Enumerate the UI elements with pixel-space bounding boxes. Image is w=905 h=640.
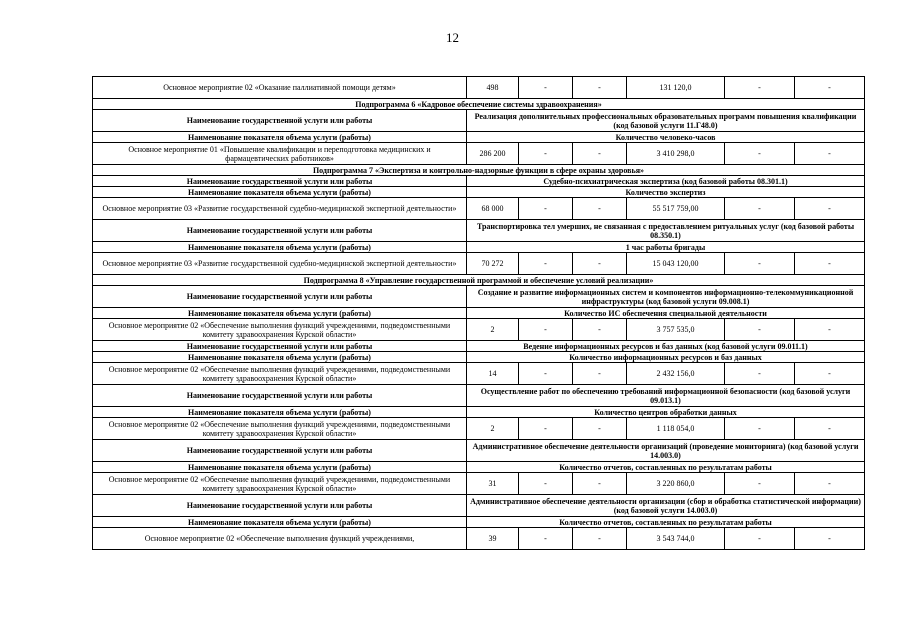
dash-cell: - — [795, 143, 865, 165]
dash-cell: - — [725, 418, 795, 440]
table-row-heading — [93, 275, 865, 286]
volume-value: 2 — [467, 418, 519, 440]
amount-value: 1 118 054,0 — [627, 418, 725, 440]
activity-label: Основное мероприятие 02 «Обеспечение выполнения функций учреждениями, — [93, 528, 467, 550]
dash-cell: - — [725, 143, 795, 165]
volume-value: 2 — [467, 319, 519, 341]
table-row-data — [93, 143, 865, 165]
dash-cell: - — [519, 77, 573, 99]
service-name-label: Наименование государственной услуги или работы — [93, 440, 467, 462]
dash-cell: - — [795, 363, 865, 385]
indicator-name-value: Количество экспертиз — [467, 187, 865, 198]
dash-cell: - — [573, 418, 627, 440]
table-row-service — [93, 440, 865, 462]
indicator-name-label: Наименование показателя объема услуги (работы) — [93, 132, 467, 143]
dash-cell: - — [795, 473, 865, 495]
volume-value: 68 000 — [467, 198, 519, 220]
table-row-service — [93, 495, 865, 517]
dash-cell: - — [725, 319, 795, 341]
dash-cell: - — [725, 253, 795, 275]
dash-cell: - — [573, 473, 627, 495]
dash-cell: - — [519, 418, 573, 440]
dash-cell: - — [725, 473, 795, 495]
service-name-label: Наименование государственной услуги или работы — [93, 495, 467, 517]
table-row-data — [93, 473, 865, 495]
volume-value: 31 — [467, 473, 519, 495]
dash-cell: - — [795, 528, 865, 550]
dash-cell: - — [573, 363, 627, 385]
indicator-name-value: Количество отчетов, составленных по результатам работы — [467, 517, 865, 528]
service-name-label: Наименование государственной услуги или работы — [93, 176, 467, 187]
table-row-service — [93, 176, 865, 187]
dash-cell: - — [725, 77, 795, 99]
dash-cell: - — [519, 528, 573, 550]
table-row-data — [93, 253, 865, 275]
table-row-heading — [93, 165, 865, 176]
subprogram-heading: Подпрограмма 6 «Кадровое обеспечение системы здравоохранения» — [93, 99, 865, 110]
amount-value: 3 410 298,0 — [627, 143, 725, 165]
volume-value: 70 272 — [467, 253, 519, 275]
dash-cell: - — [725, 363, 795, 385]
volume-value: 498 — [467, 77, 519, 99]
table-row-data — [93, 418, 865, 440]
service-name-label: Наименование государственной услуги или работы — [93, 220, 467, 242]
dash-cell: - — [725, 198, 795, 220]
table-row-data — [93, 198, 865, 220]
indicator-name-value: 1 час работы бригады — [467, 242, 865, 253]
indicator-name-label: Наименование показателя объема услуги (работы) — [93, 308, 467, 319]
dash-cell: - — [519, 363, 573, 385]
amount-value: 3 757 535,0 — [627, 319, 725, 341]
dash-cell: - — [519, 253, 573, 275]
dash-cell: - — [795, 418, 865, 440]
service-name-value: Создание и развитие информационных систем и компонентов информационно-телекоммуникационной инфраструктуры (код базовой услуги 09.008.1) — [467, 286, 865, 308]
table-row-indicator — [93, 308, 865, 319]
indicator-name-label: Наименование показателя объема услуги (работы) — [93, 462, 467, 473]
service-name-value: Транспортировка тел умерших, не связанная с предоставлением ритуальных услуг (код базовой работы 08.350.1) — [467, 220, 865, 242]
table-row-service — [93, 220, 865, 242]
table-row-indicator — [93, 517, 865, 528]
indicator-name-label: Наименование показателя объема услуги (работы) — [93, 407, 467, 418]
indicator-name-label: Наименование показателя объема услуги (работы) — [93, 352, 467, 363]
table-row-indicator — [93, 462, 865, 473]
dash-cell: - — [519, 473, 573, 495]
volume-value: 39 — [467, 528, 519, 550]
amount-value: 55 517 759,00 — [627, 198, 725, 220]
activity-label: Основное мероприятие 02 «Оказание паллиативной помощи детям» — [93, 77, 467, 99]
dash-cell: - — [573, 253, 627, 275]
dash-cell: - — [573, 143, 627, 165]
activity-label: Основное мероприятие 03 «Развитие государственной судебно-медицинской экспертной деятельности» — [93, 253, 467, 275]
table-row-heading — [93, 99, 865, 110]
table-row-indicator — [93, 407, 865, 418]
table-row-data — [93, 363, 865, 385]
dash-cell: - — [573, 198, 627, 220]
table-row-service — [93, 286, 865, 308]
indicator-name-label: Наименование показателя объема услуги (работы) — [93, 187, 467, 198]
dash-cell: - — [725, 528, 795, 550]
table-row-data — [93, 77, 865, 99]
service-name-value: Административное обеспечение деятельности организации (сбор и обработка статистической информации) (код базовой услуги 14.003.0) — [467, 495, 865, 517]
dash-cell: - — [795, 77, 865, 99]
table-row-service — [93, 341, 865, 352]
dash-cell: - — [573, 77, 627, 99]
service-name-label: Наименование государственной услуги или работы — [93, 341, 467, 352]
dash-cell: - — [519, 198, 573, 220]
indicator-name-label: Наименование показателя объема услуги (работы) — [93, 242, 467, 253]
indicator-name-label: Наименование показателя объема услуги (работы) — [93, 517, 467, 528]
table-row-indicator — [93, 242, 865, 253]
dash-cell: - — [795, 198, 865, 220]
table-row-service — [93, 385, 865, 407]
service-name-label: Наименование государственной услуги или работы — [93, 286, 467, 308]
indicator-name-value: Количество информационных ресурсов и баз данных — [467, 352, 865, 363]
activity-label: Основное мероприятие 03 «Развитие государственной судебно-медицинской экспертной деятельности» — [93, 198, 467, 220]
indicator-name-value: Количество ИС обеспечения специальной деятельности — [467, 308, 865, 319]
volume-value: 286 200 — [467, 143, 519, 165]
services-table — [92, 76, 865, 550]
table-row-indicator — [93, 352, 865, 363]
amount-value: 3 543 744,0 — [627, 528, 725, 550]
activity-label: Основное мероприятие 02 «Обеспечение выполнения функций учреждениями, подведомственными комитету здравоохранения Курской области» — [93, 473, 467, 495]
subprogram-heading: Подпрограмма 7 «Экспертиза и контрольно-надзорные функции в сфере охраны здоровья» — [93, 165, 865, 176]
service-name-value: Административное обеспечение деятельности организаций (проведение мониторинга) (код базовой услуги 14.003.0) — [467, 440, 865, 462]
service-name-label: Наименование государственной услуги или работы — [93, 385, 467, 407]
indicator-name-value: Количество человеко-часов — [467, 132, 865, 143]
dash-cell: - — [573, 319, 627, 341]
page-number: 12 — [446, 30, 459, 45]
table-row-service — [93, 110, 865, 132]
activity-label: Основное мероприятие 02 «Обеспечение выполнения функций учреждениями, подведомственными комитету здравоохранения Курской области» — [93, 418, 467, 440]
dash-cell: - — [519, 319, 573, 341]
service-name-value: Осуществление работ по обеспечению требований информационной безопасности (код базовой услуги 09.013.1) — [467, 385, 865, 407]
amount-value: 15 043 120,00 — [627, 253, 725, 275]
indicator-name-value: Количество отчетов, составленных по результатам работы — [467, 462, 865, 473]
dash-cell: - — [573, 528, 627, 550]
service-name-value: Судебно-психиатрическая экспертиза (код базовой работы 08.301.1) — [467, 176, 865, 187]
service-name-label: Наименование государственной услуги или работы — [93, 110, 467, 132]
subprogram-heading: Подпрограмма 8 «Управление государственной программой и обеспечение условий реализации» — [93, 275, 865, 286]
table-row-indicator — [93, 187, 865, 198]
amount-value: 3 220 860,0 — [627, 473, 725, 495]
indicator-name-value: Количество центров обработки данных — [467, 407, 865, 418]
amount-value: 131 120,0 — [627, 77, 725, 99]
dash-cell: - — [795, 253, 865, 275]
activity-label: Основное мероприятие 02 «Обеспечение выполнения функций учреждениями, подведомственными комитету здравоохранения Курской области» — [93, 319, 467, 341]
service-name-value: Ведение информационных ресурсов и баз данных (код базовой услуги 09.011.1) — [467, 341, 865, 352]
table-row-data — [93, 528, 865, 550]
dash-cell: - — [795, 319, 865, 341]
activity-label: Основное мероприятие 01 «Повышение квалификации и переподготовка медицинских и фармацевтических работников» — [93, 143, 467, 165]
amount-value: 2 432 156,0 — [627, 363, 725, 385]
table-row-indicator — [93, 132, 865, 143]
volume-value: 14 — [467, 363, 519, 385]
service-name-value: Реализация дополнительных профессиональных образовательных программ повышения квалификации (код базовой услуги 11.Г48.0) — [467, 110, 865, 132]
activity-label: Основное мероприятие 02 «Обеспечение выполнения функций учреждениями, подведомственными комитету здравоохранения Курской области» — [93, 363, 467, 385]
dash-cell: - — [519, 143, 573, 165]
table-row-data — [93, 319, 865, 341]
